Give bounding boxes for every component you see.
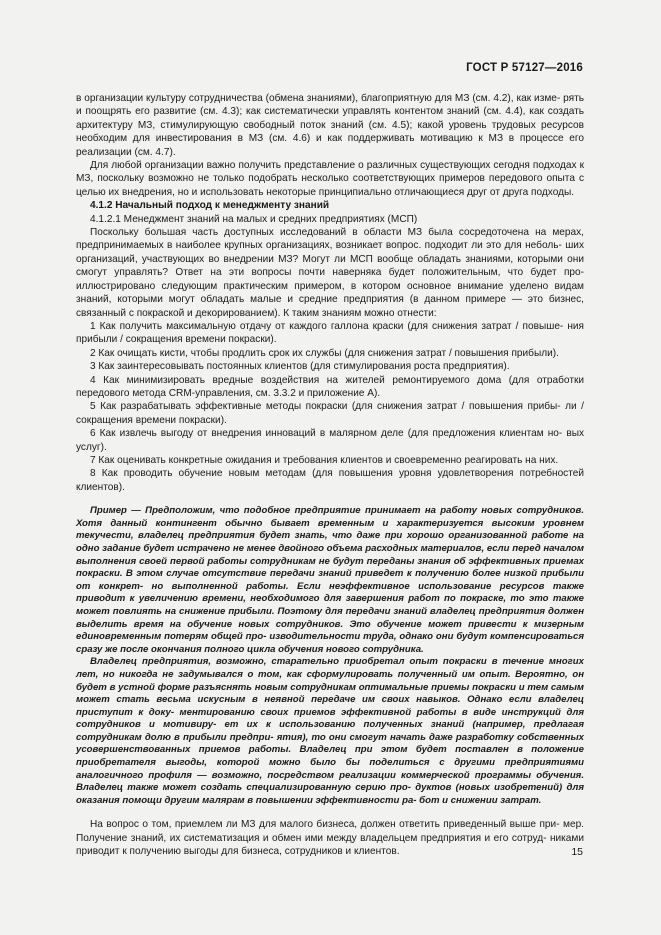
list-item: 4 Как минимизировать вредные воздействия на жителей ремонтируемого дома (для отработки передового метода CRM-управления, см. 3.3.2 и приложение А). bbox=[76, 374, 584, 399]
example-paragraph: Пример — Предположим, что подобное предприятие принимает на работу новых сотрудников. Хотя данный контингент обычно бывает временным и характеризуется высоким уровнем текучести, владелец предприятия будет знать, что даже при хорошо организованной работе на одно задание будет истрачено не менее двойного объема расходных материалов, если перед началом выполнения своей первой работы сотрудникам не будут переданы знания об эффективных приемах покраски. В этом случае отсутствие передачи знаний приведет к получению более низкой прибыли от конкрет- но выполненной работы. Если неэффективное использование ресурсов также приводит к увеличению времени, необходимого для завершения работ по покраске, то это также может повлиять на снижение прибыли. Поэтому для передачи знаний владелец предприятия должен выделить время на обучение новых сотрудников. Это обучение может привести к мизерным единовременным потерям общей про- изводительности труда, однако они будут компенсироваться сразу же после окончания полного цикла обучения нового сотрудника. bbox=[76, 505, 584, 655]
list-item: 1 Как получить максимальную отдачу от каждого галлона краски (для снижения затрат / повыше- ния прибыли / сокращения времени покраски). bbox=[76, 320, 584, 346]
body-paragraph: Для любой организации важно получить представление о различных существующих сегодня подходах к МЗ, поскольку возможно не только подобрать несколько соответствующих примеров передового опыта с целью их внедрения, но и использовать некоторые принципиально отличающиеся друг от друга подходы. bbox=[76, 160, 584, 198]
page-number: 15 bbox=[571, 846, 583, 858]
list-item: 6 Как извлечь выгоду от внедрения инноваций в малярном деле (для предложения клиентам но- вых услуг). bbox=[76, 428, 584, 453]
conclusion-paragraph: На вопрос о том, приемлем ли МЗ для малого бизнеса, должен ответить приведенный выше при- мер. Получение знаний, их систематизация и обмен ими между владельцем предприятия и его сотруд- никами приводит к получению выгоды для бизнеса, сотрудников и клиентов. bbox=[76, 819, 584, 858]
example-paragraph: Владелец предприятия, возможно, старательно приобретал опыт покраски в течение многих лет, но никогда не задумывался о том, как сформулировать полученный им опыт. Вероятно, он будет в устной форме разъяснять новым сотрудникам оптимальные приемы покраски и тем самым может стать весьма искусным в неявной передаче им своих навыков. Однако если владелец приступит к доку- ментированию своих приемов эффективной работы в виде инструкций для сотрудников и мотивиру- ет их к использованию полученных знаний (например, предлагая сотрудникам долю в прибыли предпри- ятия), то они смогут начать даже разработку собственных усовершенствованных приемов работы. Владелец при этом будет поставлен в положение приобретателя выгоды, которой можно было бы поделиться с другими предприятиями аналогичного профиля — возможно, посредством реализации коммерческой программы обучения. Владелец также может создать специализированную серию про- дуктов (новых изобретений) для оказания помощи другим малярам в повышении эффективности ра- бот и снижении затрат. bbox=[76, 656, 584, 806]
standard-header: ГОСТ Р 57127—2016 bbox=[466, 62, 583, 74]
list-item: 3 Как заинтересовывать постоянных клиентов (для стимулирования роста предприятия). bbox=[90, 361, 510, 373]
list-item: 2 Как очищать кисти, чтобы продлить срок их службы (для снижения затрат / повышения прибыли). bbox=[90, 347, 559, 359]
list-item: 7 Как оценивать конкретные ожидания и требования клиентов и своевременно реагировать на них. bbox=[90, 454, 559, 466]
section-heading: 4.1.2 Начальный подход к менеджменту знаний bbox=[90, 200, 330, 212]
subsection-heading: 4.1.2.1 Менеджмент знаний на малых и средних предприятиях (МСП) bbox=[90, 213, 418, 225]
intro-paragraph: в организации культуру сотрудничества (обмена знаниями), благоприятную для МЗ (см. 4.2), как изме- рять и поощрять его развитие (см. 4.3); как систематически управлять контентом знаний (см. 4.4), как создать архитектуру МЗ, стимулирующую свободный поток знаний (см. 4.5); какой уровень трудовых ресурсов необходим для инвестирования в МЗ (см. 4.6) и как поддерживать мотивацию к МЗ в процессе его реализации (см. 4.7). bbox=[76, 93, 584, 158]
document-body bbox=[76, 92, 584, 859]
list-item: 8 Как проводить обучение новым методам (для повышения уровня удовлетворения потребностей клиентов). bbox=[76, 468, 584, 493]
body-paragraph: Поскольку большая часть доступных исследований в области МЗ была сосредоточена на мерах, предпринимаемых в наиболее крупных организациях, возникает вопрос. подходит ли это для неболь- ших организаций, участвующих во внедрении МЗ? Могут ли МСП вообще обладать знаниями, которыми они смогут управлять? Ответ на эти вопросы почти наверняка будет положительным, что будет про- иллюстрировано следующим практическим примером, в котором основное внимание уделено видам знаний, которыми могут обладать малые и средние предприятия (в данном примере — это бизнес, связанный с покраской и декорированием). К таким знаниям можно отнести: bbox=[76, 227, 584, 319]
list-item: 5 Как разрабатывать эффективные методы покраски (для снижения затрат / повышения прибы- ли / сокращения времени покраски). bbox=[76, 401, 584, 426]
